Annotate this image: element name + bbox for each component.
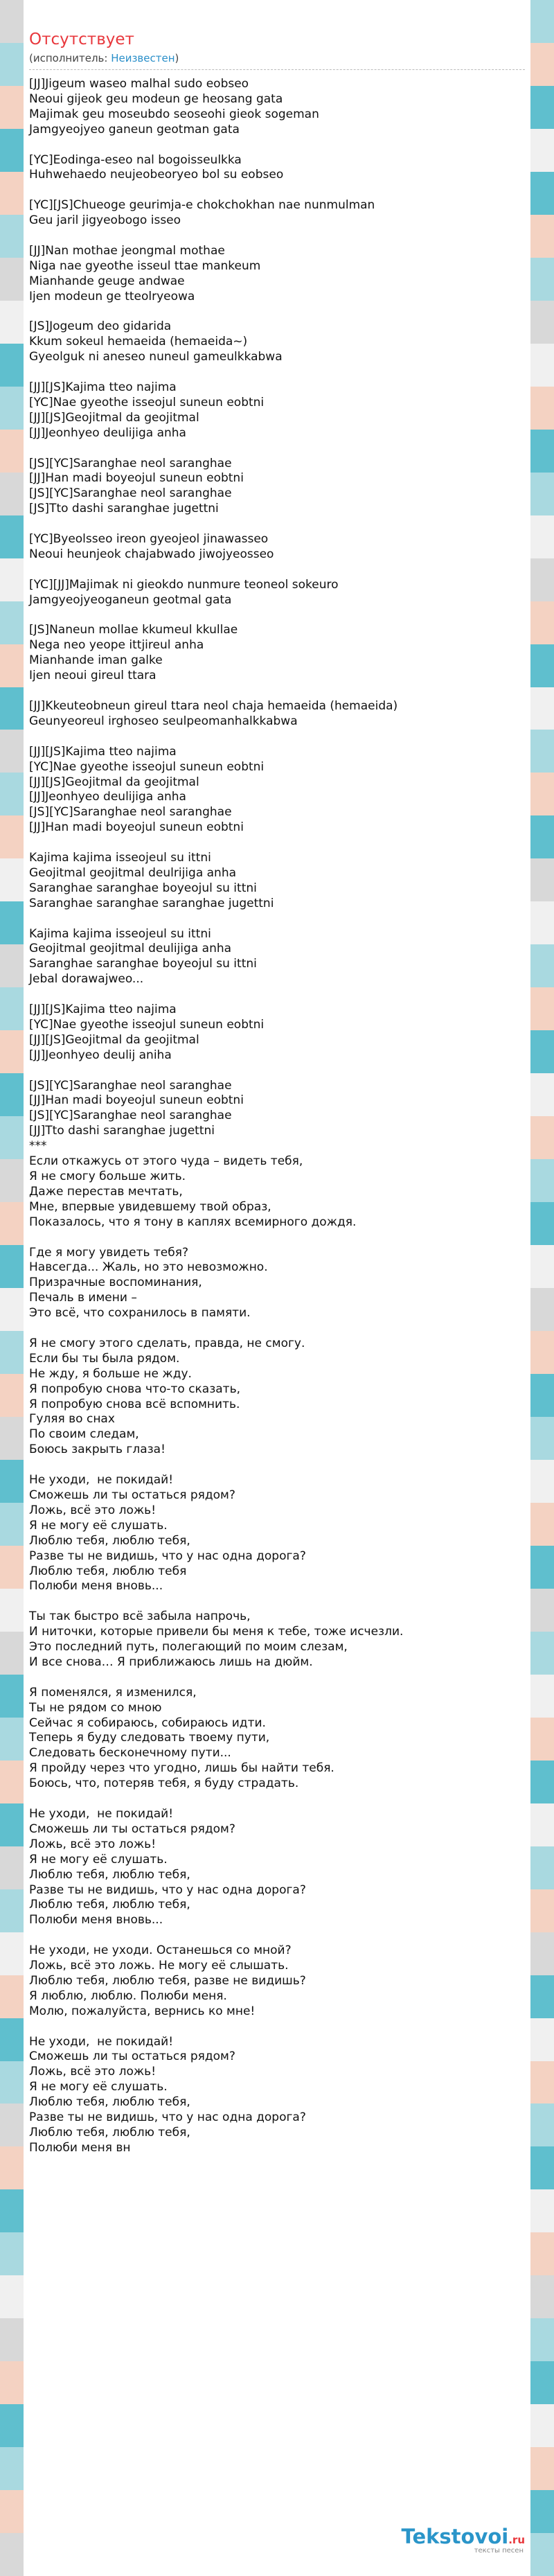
lyric-line: Majimak geu moseubdo seoseohi gieok sogeman — [29, 107, 319, 121]
lyric-line: Ложь, всё это ложь. Не могу её слышать. — [29, 1959, 289, 1973]
lyric-line: Не уходи, не уходи. Останешься со мной? — [29, 1943, 292, 1958]
decorative-stripe — [530, 1116, 554, 1159]
decorative-stripe — [0, 901, 24, 944]
decorative-stripe — [0, 1503, 24, 1546]
lyric-line: [JJ]Han madi boyeojul suneun eobtni — [29, 471, 244, 486]
decorative-stripe — [0, 473, 24, 515]
lyric-line: Разве ты не видишь, что у нас одна дорога? — [29, 1882, 306, 1897]
lyric-line: [JS][YC]Saranghae neol saranghae — [29, 486, 232, 501]
decorative-stripe — [0, 2275, 24, 2318]
lyric-line: Люблю тебя, люблю тебя, разве не видишь? — [29, 1973, 306, 1988]
decorative-stripe — [0, 1632, 24, 1675]
lyric-line: [JS][YC]Saranghae neol saranghae — [29, 1078, 232, 1093]
lyric-line: [JJ][JS]Kajima tteo najima — [29, 744, 177, 759]
decorative-stripe — [530, 815, 554, 858]
decorative-stripe — [530, 601, 554, 644]
logo-domain-suffix: .ru — [508, 2534, 525, 2546]
lyric-line: [JJ]Han madi boyeojul suneun eobtni — [29, 1093, 244, 1108]
stanza-gap — [29, 1230, 525, 1246]
decorative-stripe — [530, 1503, 554, 1546]
lyric-line: И ниточки, которые привели бы меня к тебе, тоже исчезли. — [29, 1625, 404, 1639]
decorative-stripe — [530, 1589, 554, 1632]
decorative-stripe — [530, 2490, 554, 2533]
decorative-stripe — [0, 2232, 24, 2275]
stanza-gap — [29, 517, 525, 532]
lyric-line: По своим следам, — [29, 1427, 139, 1442]
decorative-stripe — [530, 0, 554, 43]
decorative-stripe — [530, 43, 554, 86]
lyric-line: Я не могу её слушать. — [29, 1852, 168, 1867]
lyric-line: Сейчас я собираюсь, собираюсь идти. — [29, 1715, 266, 1730]
decorative-stripe — [0, 601, 24, 644]
stanza-gap — [29, 563, 525, 578]
lyric-line: Mianhande geuge andwae — [29, 274, 185, 288]
stanza-gap — [29, 183, 525, 198]
lyric-line: [JJ][JS]Kajima tteo najima — [29, 1003, 177, 1017]
lyric-line: Полюби меня вн — [29, 2140, 131, 2155]
lyric-line: [JJ][JS]Geojitmal da geojitmal — [29, 1032, 199, 1047]
stanza-gap — [29, 730, 525, 745]
decorative-stripe — [530, 1288, 554, 1331]
decorative-stripe — [0, 1417, 24, 1460]
lyric-line: Это всё, что сохранилось в памяти. — [29, 1306, 251, 1321]
lyric-line: Kajima kajima isseojeul su ittni — [29, 926, 211, 941]
lyric-line: [JJ]Jeonhyeo deulij aniha — [29, 1048, 172, 1062]
decorative-stripe — [530, 129, 554, 172]
artist-byline — [29, 51, 525, 70]
logo-wordmark — [402, 2525, 525, 2548]
decorative-stripe — [530, 2318, 554, 2361]
lyric-line: [JS]Tto dashi saranghae jugettni — [29, 502, 219, 516]
lyric-line: Даже перестав мечтать, — [29, 1184, 183, 1199]
lyric-line: Я не могу её слушать. — [29, 2080, 168, 2094]
decorative-stripe — [0, 1803, 24, 1846]
lyric-line: [JS][YC]Saranghae neol saranghae — [29, 805, 232, 820]
right-decorative-stripes — [530, 0, 554, 2576]
decorative-stripe — [0, 1975, 24, 2018]
lyric-line: Печаль в имени – — [29, 1291, 137, 1305]
decorative-stripe — [0, 987, 24, 1030]
decorative-stripe — [0, 86, 24, 129]
decorative-stripe — [530, 2232, 554, 2275]
lyric-line: Теперь я буду следовать твоему пути, — [29, 1731, 270, 1745]
decorative-stripe — [530, 387, 554, 430]
decorative-stripe — [0, 773, 24, 815]
decorative-stripe — [0, 1202, 24, 1245]
decorative-stripe — [530, 2533, 554, 2576]
decorative-stripe — [530, 1803, 554, 1846]
stanza-gap — [29, 138, 525, 153]
lyric-line: Навсегда... Жаль, но это невозможно. — [29, 1260, 268, 1275]
decorative-stripe — [0, 515, 24, 558]
lyric-line: Neoui gijeok geu modeun ge heosang gata — [29, 91, 283, 106]
lyric-line: Сможешь ли ты остаться рядом? — [29, 1488, 235, 1502]
lyric-line: [YC]Byeolsseo ireon gyeojeol jinawasseo — [29, 532, 269, 547]
lyric-line: [JS]Naneun mollae kkumeul kkullae — [29, 623, 238, 637]
lyric-line: Saranghae saranghae boyeojul su ittni — [29, 881, 257, 895]
decorative-stripe — [530, 1331, 554, 1374]
lyric-line: Niga nae gyeothe isseul ttae mankeum — [29, 258, 261, 273]
lyric-line: Ijen modeun ge tteolryeowa — [29, 289, 195, 303]
decorative-stripe — [530, 2361, 554, 2404]
stanza-gap — [29, 365, 525, 380]
lyric-line: Не уходи, не покидай! — [29, 1473, 174, 1488]
lyric-line: Mianhande iman galke — [29, 653, 163, 668]
decorative-stripe — [0, 258, 24, 301]
decorative-stripe — [0, 2533, 24, 2576]
lyric-line: [YC]Nae gyeothe isseojul suneun eobtni — [29, 759, 265, 774]
lyric-line: Если бы ты была рядом. — [29, 1351, 180, 1366]
decorative-stripe — [0, 2447, 24, 2490]
lyric-line: [YC]Nae gyeothe isseojul suneun eobtni — [29, 1017, 265, 1032]
lyric-line: Geojitmal geojitmal deulrijiga anha — [29, 865, 237, 880]
lyric-line: Я люблю, люблю. Полюби меня. — [29, 1988, 227, 2003]
stanza-gap — [29, 1064, 525, 1079]
decorative-stripe — [0, 1718, 24, 1761]
lyric-line: И все снова… Я приближаюсь лишь на дюйм. — [29, 1655, 313, 1669]
decorative-stripe — [530, 344, 554, 387]
lyric-line: Saranghae saranghae boyeojul su ittni — [29, 957, 257, 971]
decorative-stripe — [0, 730, 24, 773]
lyric-line: [JS]Jogeum deo gidarida — [29, 319, 172, 334]
decorative-stripe — [0, 2018, 24, 2061]
decorative-stripe — [530, 1202, 554, 1245]
decorative-stripe — [530, 172, 554, 215]
stanza-gap — [29, 229, 525, 244]
byline-prefix: (исполнитель: — [29, 52, 111, 64]
stanza-gap — [29, 1928, 525, 1943]
decorative-stripe — [0, 1675, 24, 1718]
decorative-stripe — [530, 1460, 554, 1503]
decorative-stripe — [530, 1417, 554, 1460]
decorative-stripe — [530, 858, 554, 901]
decorative-stripe — [530, 687, 554, 730]
decorative-stripe — [0, 1846, 24, 1889]
decorative-stripe — [0, 2103, 24, 2146]
decorative-stripe — [530, 2275, 554, 2318]
lyric-line: Боюсь, что, потеряв тебя, я буду страдать. — [29, 1776, 299, 1791]
lyric-line: [JJ]Tto dashi saranghae jugettni — [29, 1124, 215, 1138]
stanza-gap — [29, 1594, 525, 1609]
lyric-line: Я не смогу этого сделать, правда, не смогу. — [29, 1336, 305, 1350]
stanza-gap — [29, 1792, 525, 1807]
decorative-stripe — [530, 1159, 554, 1202]
decorative-stripe — [0, 687, 24, 730]
decorative-stripe — [0, 858, 24, 901]
lyric-line: Где я могу увидеть тебя? — [29, 1245, 188, 1260]
decorative-stripe — [530, 773, 554, 815]
decorative-stripe — [530, 1374, 554, 1417]
decorative-stripe — [530, 730, 554, 773]
lyrics-page — [29, 0, 525, 2156]
lyric-line: Разве ты не видишь, что у нас одна дорога? — [29, 1549, 306, 1563]
lyric-line: Я не могу её слушать. — [29, 1518, 168, 1533]
decorative-stripe — [530, 2447, 554, 2490]
lyrics-body — [29, 77, 525, 2156]
decorative-stripe — [530, 430, 554, 473]
stanza-gap — [29, 2020, 525, 2035]
lyric-line: Neoui heunjeok chajabwado jiwojyeosseo — [29, 547, 274, 561]
lyric-line: Сможешь ли ты остаться рядом? — [29, 2049, 235, 2064]
decorative-stripe — [530, 2146, 554, 2189]
decorative-stripe — [530, 987, 554, 1030]
decorative-stripe — [0, 2146, 24, 2189]
decorative-stripe — [530, 1761, 554, 1803]
lyric-line: Ложь, всё это ложь! — [29, 1503, 157, 1517]
lyric-line: Сможешь ли ты остаться рядом? — [29, 1821, 235, 1836]
decorative-stripe — [0, 1589, 24, 1632]
lyric-line: Ты не рядом со мною — [29, 1700, 162, 1715]
logo-tagline: тексты песен — [474, 2547, 524, 2555]
lyric-line: [YC]Eodinga-eseo nal bogoisseulkka — [29, 152, 242, 167]
decorative-stripe — [0, 558, 24, 601]
decorative-stripe — [0, 2318, 24, 2361]
decorative-stripe — [530, 558, 554, 601]
lyric-line: Не уходи, не покидай! — [29, 2034, 174, 2049]
stanza-gap — [29, 441, 525, 457]
logo-main-text: Tekstovoi — [401, 2525, 509, 2548]
lyric-line: Молю, пожалуйста, вернись ко мне! — [29, 2004, 256, 2018]
lyric-line: Призрачные воспоминания, — [29, 1276, 202, 1290]
decorative-stripe — [530, 473, 554, 515]
decorative-stripe — [0, 1546, 24, 1589]
lyric-line: Не уходи, не покидай! — [29, 1806, 174, 1821]
decorative-stripe — [530, 86, 554, 129]
lyric-line: Полюби меня вновь... — [29, 1913, 163, 1927]
lyric-line: Боюсь закрыть глаза! — [29, 1443, 166, 1457]
lyric-line: Jebal dorawajweo... — [29, 972, 144, 987]
lyric-line: Мне, впервые увидевшему твой образ, — [29, 1199, 271, 1214]
lyric-line: Гуляя во снах — [29, 1412, 115, 1427]
artist-link[interactable]: Неизвестен — [111, 52, 175, 64]
decorative-stripe — [0, 2061, 24, 2104]
decorative-stripe — [0, 1460, 24, 1503]
lyric-line: Gyeolguk ni aneseo nuneul gameulkkabwa — [29, 350, 283, 364]
decorative-stripe — [0, 1116, 24, 1159]
lyric-line: Люблю тебя, люблю тебя, — [29, 2125, 190, 2140]
lyric-line: [YC]Nae gyeothe isseojul suneun eobtni — [29, 395, 265, 409]
decorative-stripe — [530, 2189, 554, 2232]
lyric-line: Kkum sokeul hemaeida (hemaeida~) — [29, 335, 248, 349]
stanza-gap — [29, 1321, 525, 1336]
lyric-line: Люблю тебя, люблю тебя, — [29, 1533, 190, 1548]
stanza-gap — [29, 684, 525, 699]
decorative-stripe — [0, 1761, 24, 1803]
decorative-stripe — [0, 2189, 24, 2232]
lyric-line: Не жду, я больше не жду. — [29, 1366, 192, 1381]
decorative-stripe — [530, 2404, 554, 2447]
lyric-line: Ложь, всё это ложь! — [29, 1837, 157, 1851]
decorative-stripe — [0, 1288, 24, 1331]
lyric-line: Если откажусь от этого чуда – видеть тебя, — [29, 1154, 303, 1169]
lyric-line: Я попробую снова что-то сказать, — [29, 1382, 241, 1396]
lyric-line: *** — [29, 1139, 47, 1154]
lyric-line: Huhwehaedo neujeobeoryeo bol su eobseo — [29, 168, 284, 182]
decorative-stripe — [0, 344, 24, 387]
decorative-stripe — [530, 901, 554, 944]
decorative-stripe — [530, 1846, 554, 1889]
decorative-stripe — [0, 215, 24, 258]
decorative-stripe — [0, 1245, 24, 1288]
decorative-stripe — [530, 1245, 554, 1288]
decorative-stripe — [530, 2103, 554, 2146]
lyric-line: [JJ]Jeonhyeo deulijiga anha — [29, 790, 186, 804]
lyric-line: Разве ты не видишь, что у нас одна дорога? — [29, 2110, 306, 2125]
decorative-stripe — [530, 1718, 554, 1761]
lyric-line: Geu jaril jigyeobogo isseo — [29, 213, 181, 228]
decorative-stripe — [0, 1932, 24, 1975]
decorative-stripe — [530, 1632, 554, 1675]
decorative-stripe — [0, 1159, 24, 1202]
stanza-gap — [29, 987, 525, 1003]
site-logo[interactable] — [402, 2525, 525, 2555]
lyric-line: Я не смогу больше жить. — [29, 1170, 186, 1184]
decorative-stripe — [530, 1975, 554, 2018]
stanza-gap — [29, 608, 525, 624]
decorative-stripe — [530, 944, 554, 987]
lyric-line: [JJ]Han madi boyeojul suneun eobtni — [29, 820, 244, 835]
lyric-line: [JJ]Jigeum waseo malhal sudo eobseo — [29, 77, 249, 91]
lyric-line: Люблю тебя, люблю тебя, — [29, 2095, 190, 2110]
lyric-line: Geunyeoreul irghoseo seulpeomanhalkkabwa — [29, 714, 298, 728]
decorative-stripe — [0, 2404, 24, 2447]
decorative-stripe — [0, 1331, 24, 1374]
decorative-stripe — [0, 0, 24, 43]
decorative-stripe — [530, 1073, 554, 1116]
lyric-line: Ты так быстро всё забыла напрочь, — [29, 1609, 251, 1624]
stanza-gap — [29, 912, 525, 927]
decorative-stripe — [0, 301, 24, 344]
decorative-stripe — [0, 2490, 24, 2533]
lyric-line: Kajima kajima isseojeul su ittni — [29, 851, 211, 865]
decorative-stripe — [530, 2018, 554, 2061]
lyric-line: [JJ]Kkeuteobneun gireul ttara neol chaja hemaeida (hemaeida) — [29, 699, 398, 713]
lyric-line: Jamgyeojyeo ganeun geotman gata — [29, 122, 240, 136]
decorative-stripe — [530, 2061, 554, 2104]
lyric-line: Я попробую снова всё вспомнить. — [29, 1397, 240, 1411]
lyric-line: Это последний путь, полегающий по моим слезам, — [29, 1640, 348, 1655]
lyric-line: [JJ][JS]Geojitmal da geojitmal — [29, 410, 199, 425]
decorative-stripe — [0, 430, 24, 473]
lyric-line: Показалось, что я тону в каплях всемирного дождя. — [29, 1215, 357, 1229]
decorative-stripe — [530, 215, 554, 258]
decorative-stripe — [530, 1889, 554, 1932]
lyric-line: Saranghae saranghae saranghae jugettni — [29, 896, 274, 910]
decorative-stripe — [0, 1073, 24, 1116]
decorative-stripe — [0, 387, 24, 430]
stanza-gap — [29, 1670, 525, 1686]
decorative-stripe — [0, 1374, 24, 1417]
decorative-stripe — [530, 1932, 554, 1975]
decorative-stripe — [0, 644, 24, 687]
decorative-stripe — [0, 129, 24, 172]
decorative-stripe — [0, 43, 24, 86]
lyric-line: Полюби меня вновь... — [29, 1579, 163, 1594]
lyric-line: Ложь, всё это ложь! — [29, 2065, 157, 2079]
lyric-line: Следовать бесконечному пути... — [29, 1746, 231, 1761]
lyric-line: Geojitmal geojitmal deulijiga anha — [29, 942, 232, 956]
lyric-line: Люблю тебя, люблю тебя, — [29, 1867, 190, 1882]
lyric-line: [JS][YC]Saranghae neol saranghae — [29, 1109, 232, 1123]
decorative-stripe — [530, 644, 554, 687]
lyric-line: Люблю тебя, люблю тебя, — [29, 1898, 190, 1912]
lyric-line: [JJ]Jeonhyeo deulijiga anha — [29, 425, 186, 440]
decorative-stripe — [530, 1030, 554, 1073]
left-decorative-stripes — [0, 0, 24, 2576]
lyric-line: [JJ]Nan mothae jeongmal mothae — [29, 243, 225, 258]
lyric-line: [YC][JS]Chueoge geurimja-e chokchokhan nae nunmulman — [29, 198, 375, 213]
decorative-stripe — [0, 815, 24, 858]
stanza-gap — [29, 1458, 525, 1473]
decorative-stripe — [530, 301, 554, 344]
lyric-line: Люблю тебя, люблю тебя — [29, 1564, 187, 1578]
song-title: Отсутствует — [29, 30, 134, 48]
stanza-gap — [29, 836, 525, 851]
decorative-stripe — [530, 1675, 554, 1718]
lyric-line: [JJ][JS]Kajima tteo najima — [29, 380, 177, 395]
decorative-stripe — [0, 944, 24, 987]
stanza-gap — [29, 305, 525, 320]
decorative-stripe — [530, 1546, 554, 1589]
byline-suffix: ) — [175, 52, 179, 64]
decorative-stripe — [0, 172, 24, 215]
decorative-stripe — [0, 1030, 24, 1073]
decorative-stripe — [530, 515, 554, 558]
lyric-line: [JJ][JS]Geojitmal da geojitmal — [29, 775, 199, 789]
decorative-stripe — [0, 2361, 24, 2404]
lyric-line: [YC][JJ]Majimak ni gieokdo nunmure teoneol sokeuro — [29, 577, 339, 592]
lyric-line: [JS][YC]Saranghae neol saranghae — [29, 456, 232, 470]
decorative-stripe — [530, 258, 554, 301]
decorative-stripe — [0, 1889, 24, 1932]
lyric-line: Nega neo yeope ittjireul anha — [29, 638, 204, 653]
lyric-line: Я пройду через что угодно, лишь бы найти тебя. — [29, 1761, 334, 1776]
lyric-line: Ijen neoui gireul ttara — [29, 669, 157, 683]
lyric-line: Jamgyeojyeoganeun geotmal gata — [29, 592, 232, 607]
lyric-line: Я поменялся, я изменился, — [29, 1685, 197, 1700]
